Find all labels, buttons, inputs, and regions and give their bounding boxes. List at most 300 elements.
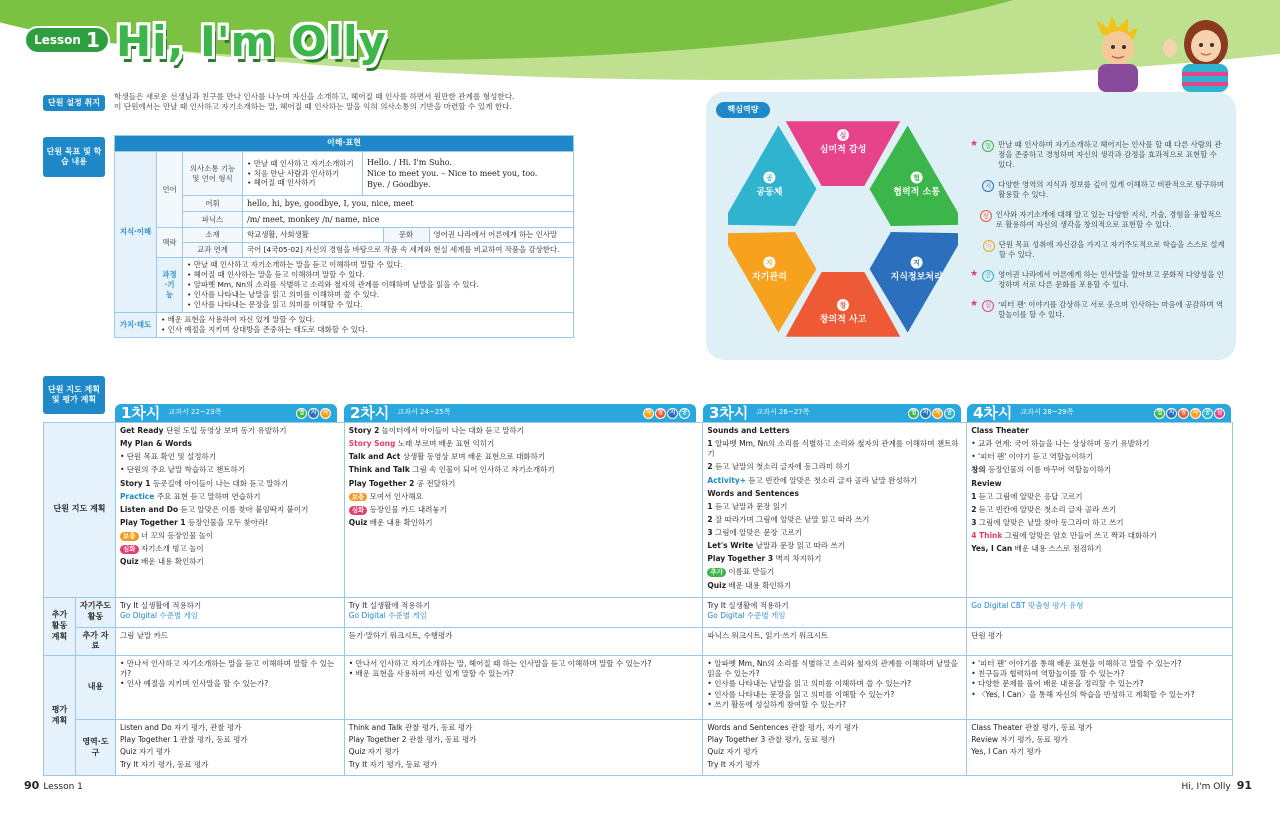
- session-2-material: 듣기·말하기 워크시트, 수행평가: [344, 627, 703, 656]
- session-pages: 교과서 22~23쪽: [168, 408, 222, 417]
- guide-value: 공 전달하기: [414, 478, 456, 488]
- guide-key: Listen and Do: [119, 504, 179, 514]
- session-3-material: 파닉스 워크시트, 읽기·쓰기 워크시트: [703, 627, 967, 656]
- guide-line: [707, 567, 962, 577]
- eval-tool-item: Play Together 3 관찰 평가, 동료 평가: [707, 735, 836, 745]
- plan-tag: 단원 지도 계획 및 평가 계획: [43, 376, 105, 414]
- competency-label: 지식정보처리: [890, 272, 943, 283]
- guide-line: [707, 541, 962, 551]
- star-icon: [970, 210, 976, 230]
- competency-symbol: 공: [766, 174, 773, 182]
- guide-line: [971, 505, 1228, 515]
- guide-line: [971, 465, 1228, 475]
- session-2-guide: [344, 423, 703, 598]
- guide-value: 등장인물을 모두 찾아라!: [185, 517, 269, 527]
- star-icon: [970, 240, 979, 260]
- self-activity-digital: Go Digital 수준별 게임: [119, 610, 199, 620]
- guide-line: [349, 479, 699, 489]
- competency-symbol: 자: [766, 259, 773, 267]
- guide-key: Let's Write: [707, 541, 754, 551]
- phonics-label: 파닉스: [183, 212, 243, 228]
- guide-value: 등장인물의 이름 바꾸어 역할놀이하기: [985, 465, 1112, 475]
- competency-item: [970, 240, 1226, 260]
- function-examples: [363, 152, 574, 196]
- competency-text: 만날 때 인사하며 자기소개하고 헤어지는 인사를 할 때 다른 사람의 관점을 존중하고 경청하며 자신의 생각과 감정을 효과적으로 표현할 수 있다.: [998, 140, 1222, 169]
- eval-tool-item: Class Theater 관찰 평가, 동료 평가: [971, 723, 1093, 733]
- competency-text: '피터 팬' 이야기를 감상하고 서로 웃으며 인사하는 마음에 공감하며 역할놀이를 할 수 있다.: [998, 299, 1224, 319]
- eval-content-item: • 〈Yes, I Can〉을 통해 자신의 학습을 반성하고 계획할 수 있는가?: [971, 690, 1228, 700]
- guide-value: 등장인물 카드 내려놓기: [367, 504, 447, 514]
- session-4-material: 단원 평가: [967, 627, 1233, 656]
- session-2-eval-tools: [344, 720, 703, 776]
- competency-symbol: 심: [839, 131, 847, 140]
- guide-line: [707, 476, 962, 486]
- eval-content-item: • 인사를 나타내는 문장을 읽고 의미를 이해할 수 있는가?: [707, 690, 962, 700]
- eval-tool-item: Think and Talk 관찰 평가, 동료 평가: [348, 723, 473, 733]
- row-extra-label: 추가 활동 계획: [44, 597, 76, 656]
- value-items: [157, 313, 574, 338]
- competency-mark: 자: [1190, 408, 1201, 419]
- guide-line: [120, 531, 340, 541]
- guide-line: [349, 492, 699, 502]
- eval-content-item: • 배운 표현을 사용하여 자신 있게 말할 수 있는가?: [349, 669, 699, 679]
- page-number-right: 91: [1236, 779, 1252, 792]
- competency-text: 단원 목표 성취에 자신감을 가지고 자기주도적으로 학습을 스스로 설계할 수 있다.: [998, 239, 1225, 259]
- session-1-eval-tools: [115, 720, 344, 776]
- session-2-eval-content: [344, 656, 703, 720]
- guide-key: 보충: [349, 493, 368, 502]
- value-item: • 인사 예절을 지키며 상대방을 존중하는 태도로 대화할 수 있다.: [161, 325, 569, 335]
- self-activity: Go Digital CBT 맞춤형 평가 유형: [971, 600, 1084, 610]
- session-header: [703, 404, 961, 422]
- value-label: 가치·태도: [115, 313, 157, 338]
- material-label: 소재: [183, 228, 243, 243]
- session-title: 3차시: [709, 403, 749, 422]
- competency-item: [970, 300, 1226, 320]
- guide-key: 심화: [349, 506, 368, 515]
- material-cell: [243, 228, 574, 243]
- guide-line: [707, 426, 962, 436]
- self-activity-digital: Go Digital 수준별 게임: [348, 610, 427, 620]
- star-icon: ★: [970, 139, 979, 149]
- session-1-material: 그림 낱말 카드: [115, 627, 344, 656]
- competency-mark: 창: [655, 408, 666, 419]
- guide-key: 2: [971, 504, 977, 514]
- guide-key: 4 Think: [971, 531, 1003, 540]
- session-title: 4차시: [973, 403, 1013, 422]
- guide-key: •: [971, 452, 976, 462]
- guide-key: Get Ready: [119, 426, 164, 435]
- competency-mark: 공: [1202, 408, 1213, 419]
- guide-value: '피터 팬' 이야기 듣고 역할놀이하기: [975, 452, 1094, 462]
- guide-key: 3: [971, 517, 977, 527]
- guide-value: 듣고 빈칸에 알맞은 첫소리 글자 골라 낱말 완성하기: [746, 475, 918, 485]
- competency-list: [970, 140, 1226, 330]
- guide-line: [349, 439, 699, 449]
- guide-value: 듣고 낱말의 첫소리 글자에 동그라미 하기: [712, 462, 851, 472]
- competency-text: 다양한 영역의 지식과 정보를 깊이 있게 이해하고 비판적으로 탐구하며 활용할 수 있다.: [998, 179, 1225, 199]
- eval-content-item: • 만나서 인사하고 자기소개하는 말, 헤어질 때 하는 인사말을 듣고 이해하며 말할 수 있는가?: [349, 659, 699, 669]
- intro-line-2: 이 단원에서는 만날 때 인사하고 자기소개하는 말, 헤어질 때 인사하는 말을 익혀 의사소통의 기반을 마련할 수 있게 한다.: [114, 102, 512, 112]
- session-4-guide: [967, 423, 1233, 598]
- competency-symbol: 협: [913, 174, 920, 182]
- eval-tool-item: Listen and Do 자기 평가, 관찰 평가: [119, 723, 242, 733]
- guide-line: [707, 462, 962, 472]
- goals-header: 이해·표현: [115, 136, 574, 152]
- guide-key: •: [119, 465, 125, 475]
- competency-label: 자기관리: [751, 272, 787, 283]
- guide-value: 듣고 알맞은 이름 찾아 붙임딱지 붙이기: [178, 504, 309, 514]
- guide-line: [707, 489, 962, 499]
- guide-line: [349, 452, 699, 462]
- guide-line: [120, 465, 340, 475]
- guide-line: [971, 452, 1228, 462]
- guide-value: 단원 도입 동영상 보며 동기 유발하기: [163, 426, 287, 435]
- example-line: Nice to meet you. – Nice to meet you, too.: [367, 168, 538, 178]
- guide-key: •: [119, 452, 125, 462]
- guide-key: 추가: [707, 568, 726, 577]
- knowledge-label: 지식·이해: [115, 152, 157, 313]
- guide-key: 보충: [120, 532, 139, 541]
- competency-label: 심미적 감성: [819, 145, 867, 155]
- guide-key: Activity+: [707, 475, 747, 485]
- function-item: • 만날 때 인사하고 자기소개하기: [247, 159, 358, 169]
- session-4-self: [967, 597, 1233, 627]
- guide-line: [120, 439, 340, 449]
- guide-line: [120, 505, 340, 515]
- row-material-label: 추가 자료: [75, 627, 115, 656]
- guide-line: [971, 426, 1228, 436]
- plan-table: [43, 422, 1233, 776]
- lesson-number: 1: [85, 27, 100, 52]
- guide-value: 단원의 주요 낱말 학습하고 챈트하기: [124, 465, 245, 475]
- guide-key: Story Song: [348, 439, 396, 449]
- guide-value: 너 꼬의 등장인물 놀이: [138, 531, 214, 540]
- eval-tool-item: Quiz 자기 평가: [119, 747, 171, 757]
- row-content-label: 내용: [75, 656, 115, 720]
- guide-value: 상생활 동영상 보며 배운 표현으로 대화하기: [400, 452, 546, 462]
- link-value: 국어 [4국05-02] 자신의 경험을 바탕으로 작품 속 세계와 현실 세계를 비교하여 작품을 감상한다.: [243, 243, 574, 258]
- guide-value: 그림에 알맞은 낱말 찾아 동그라미 하고 쓰기: [976, 517, 1124, 527]
- guide-line: [971, 439, 1228, 449]
- process-items: [183, 258, 574, 313]
- guide-line: [120, 492, 340, 502]
- competency-symbol: 심: [982, 300, 994, 312]
- example-line: Bye. / Goodbye.: [367, 180, 431, 190]
- culture-label: 문화: [383, 228, 429, 242]
- guide-value: 배운 내용 스스로 점검하기: [1012, 544, 1102, 554]
- eval-tool-item: Play Together 2 관찰 평가, 동료 평가: [348, 735, 477, 745]
- guide-key: Quiz: [119, 557, 139, 567]
- session-3-eval-content: [703, 656, 967, 720]
- star-icon: ★: [970, 268, 979, 279]
- guide-value: 단원 목표 확인 및 설정하기: [124, 452, 216, 462]
- competency-tag: 핵심역량: [716, 102, 770, 118]
- process-item: • 인사를 나타내는 낱말을 읽고 의미를 이해하며 쓸 수 있다.: [187, 290, 569, 300]
- competency-label: 창의적 사고: [819, 315, 867, 325]
- guide-value: 낱말과 문장 읽고 따라 쓰기: [753, 541, 845, 551]
- guide-key: 2: [707, 462, 713, 472]
- guide-value: 등굣길에 아이들이 나는 대화 듣고 말하기: [150, 478, 288, 488]
- guide-value: 교과 연계: 국어 하늘을 나는 상상하며 동기 유발하기: [975, 439, 1150, 449]
- eval-content-list: [120, 659, 340, 689]
- competency-item: [970, 270, 1226, 290]
- eval-tool-item: Try It 자기 평가: [707, 759, 760, 769]
- competency-mark: 창: [1178, 408, 1189, 419]
- guide-line: [707, 515, 962, 525]
- session-3-eval-tools: [703, 720, 967, 776]
- guide-value: 배운 내용 확인하기: [367, 517, 433, 527]
- guide-line: [120, 518, 340, 528]
- competency-item: [970, 210, 1226, 230]
- competency-mark: 협: [908, 408, 919, 419]
- guide-line: [707, 581, 962, 591]
- process-item: • 인사를 나타내는 문장을 읽고 의미를 이해할 수 있다.: [187, 300, 569, 310]
- competency-symbol: 지: [913, 259, 920, 267]
- footer-lesson: Lesson 1: [43, 782, 83, 792]
- eval-content-item: • 인사를 나타내는 낱말을 읽고 의미를 이해하며 쓸 수 있는가?: [707, 679, 962, 689]
- guide-key: Sounds and Letters: [707, 426, 790, 435]
- eval-tool-item: Yes, I Can 자기 평가: [971, 747, 1041, 757]
- guide-line: [120, 557, 340, 567]
- session-2-self: [344, 597, 703, 627]
- session-1-self: [115, 597, 344, 627]
- eval-content-item: • 친구들과 협력하여 역할놀이를 할 수 있는가?: [971, 669, 1228, 679]
- guide-value: 배운 내용 확인하기: [138, 557, 204, 567]
- competency-symbol: 창: [839, 301, 847, 310]
- guide-key: Practice: [119, 491, 155, 501]
- boy-illustration: [1082, 14, 1152, 92]
- guide-line: [971, 518, 1228, 528]
- value-item: • 배운 표현을 사용하여 자신 있게 말할 수 있다.: [161, 315, 569, 325]
- example-line: Hello. / Hi. I'm Suho.: [367, 157, 452, 167]
- eval-tool-item: Words and Sentences 관찰 평가, 자기 평가: [707, 723, 859, 733]
- session-4-eval-content: [967, 656, 1233, 720]
- eval-content-list: [707, 659, 962, 710]
- guide-key: 1: [707, 501, 713, 511]
- competency-symbol: 자: [983, 240, 995, 252]
- row-guide-label: 단원 지도 계획: [44, 423, 116, 598]
- competency-mark: 공: [679, 408, 690, 419]
- guide-line: [971, 544, 1228, 554]
- row-eval-label: 평가 계획: [44, 656, 76, 776]
- self-activity: Try It 실생활에 적용하기: [348, 600, 430, 610]
- competency-symbol: 협: [982, 140, 994, 152]
- function-label: 의사소통 기능 및 언어 형식: [183, 152, 243, 196]
- guide-key: My Plan & Words: [119, 439, 192, 449]
- session-title: 1차시: [121, 403, 161, 422]
- guide-value: 듣고 낱말과 문장 읽기: [712, 501, 788, 511]
- self-activity: Try It 실생활에 적용하기: [119, 600, 202, 610]
- guide-line: [349, 465, 699, 475]
- guide-value: 그림에 알맞은 암호 만들어 쓰고 짝과 대화하기: [1002, 531, 1157, 540]
- guide-line: [707, 528, 962, 538]
- guide-key: Think and Talk: [348, 465, 410, 475]
- guide-line: [971, 492, 1228, 502]
- process-item: • 알파벳 Mm, Nn의 소리를 식별하고 소리와 철자의 관계를 이해하며 낱말을 읽을 수 있다.: [187, 280, 569, 290]
- eval-content-item: • 인사 예절을 지키며 인사말을 할 수 있는가?: [120, 679, 340, 689]
- competency-mark: 자: [932, 408, 943, 419]
- competency-mark: 협: [296, 408, 307, 419]
- function-items: [243, 152, 363, 196]
- guide-line: [120, 452, 340, 462]
- guide-value: 자기소개 빙고 놀이: [138, 544, 204, 554]
- guide-key: Talk and Act: [348, 452, 401, 462]
- star-icon: [970, 180, 978, 200]
- competency-label: 공동체: [756, 187, 783, 198]
- guide-value: 노래 부르며 배운 표현 익히기: [395, 439, 495, 449]
- guide-key: Class Theater: [971, 426, 1029, 435]
- session-pages: 교과서 24~25쪽: [397, 408, 451, 417]
- competency-mark: 심: [1214, 408, 1225, 419]
- eval-content-item: • '피터 팬' 이야기를 통해 배운 표현을 이해하고 말할 수 있는가?: [971, 659, 1228, 669]
- competency-item: [970, 180, 1226, 200]
- footer-right: [1182, 779, 1256, 794]
- vocab-value: hello, hi, bye, goodbye, I, you, nice, meet: [243, 196, 574, 212]
- guide-key: 1: [971, 491, 977, 501]
- competency-mark: 공: [944, 408, 955, 419]
- process-label: 과정·기능: [157, 258, 183, 313]
- eval-tool-item: Try It 자기 평가, 동료 평가: [348, 759, 438, 769]
- guide-key: 1: [707, 439, 713, 449]
- guide-line: [349, 505, 699, 515]
- guide-value: 잘 따라가며 그림에 알맞은 낱말 읽고 따라 쓰기: [712, 514, 870, 524]
- lesson-word: Lesson: [34, 32, 81, 47]
- guide-line: [707, 554, 962, 564]
- self-activity-digital: Go Digital 수준별 게임: [707, 610, 786, 620]
- guide-key: Words and Sentences: [707, 488, 799, 498]
- eval-content-list: [971, 659, 1228, 700]
- culture-value: 영어권 나라에서 어른에게 하는 인사말: [433, 230, 558, 240]
- guide-line: [349, 518, 699, 528]
- eval-content-list: [349, 659, 699, 679]
- guide-key: Story 1: [119, 478, 151, 488]
- session-1-eval-content: [115, 656, 344, 720]
- competency-mark: 자: [320, 408, 331, 419]
- guide-key: •: [971, 439, 976, 449]
- guide-key: 창의: [971, 465, 986, 475]
- guide-key: Play Together 2: [348, 478, 415, 488]
- footer-left: [24, 779, 83, 794]
- guide-key: 2: [707, 514, 713, 524]
- competency-text: 영어권 나라에서 어른에게 하는 인사말을 알아보고 문화적 다양성을 인정하며 서로 다른 문화를 포용할 수 있다.: [998, 269, 1224, 289]
- guide-value: 배운 내용 확인하기: [726, 580, 792, 590]
- guide-value: 그림에 알맞은 문장 고르기: [712, 528, 802, 537]
- process-item: • 만날 때 인사하고 자기소개하는 말을 듣고 이해하며 말할 수 있다.: [187, 260, 569, 270]
- competency-mark: 지: [1166, 408, 1177, 419]
- guide-line: [707, 502, 962, 512]
- eval-content-item: • 쓰기 활동에 성실하게 참여할 수 있는가?: [707, 700, 962, 710]
- competency-label: 협력적 소통: [893, 187, 940, 198]
- guide-key: Play Together 3: [707, 554, 774, 564]
- guide-key: Quiz: [348, 517, 368, 527]
- session-3-self: [703, 597, 967, 627]
- intro-line-1: 학생들은 새로운 선생님과 친구를 만나 인사를 나누며 자신을 소개하고, 헤어질 때 인사를 하면서 원만한 관계를 형성한다.: [114, 92, 515, 101]
- language-label: 언어: [157, 152, 183, 228]
- process-item: • 헤어질 때 인사하는 말을 듣고 이해하며 말할 수 있다.: [187, 270, 569, 280]
- guide-line: [120, 544, 340, 554]
- guide-line: [120, 479, 340, 489]
- eval-tool-item: Quiz 자기 평가: [707, 747, 758, 757]
- competency-mark: 지: [667, 408, 678, 419]
- self-activity: Try It 실생활에 적용하기: [707, 600, 789, 610]
- guide-key: 심화: [120, 545, 139, 554]
- guide-line: [120, 426, 340, 436]
- session-header: [967, 404, 1231, 422]
- guide-value: 벽지 차지하기: [773, 554, 822, 564]
- material-value: 학교생활, 사회생활: [243, 228, 383, 242]
- page-number-left: 90: [24, 779, 40, 792]
- session-header: [115, 404, 337, 422]
- function-item: • 처음 만난 사람과 인사하기: [247, 169, 358, 179]
- guide-value: 그림 속 인물이 되어 인사하고 자기소개하기: [409, 465, 555, 475]
- guide-value: 주요 표현 듣고 말하며 연습하기: [154, 491, 261, 501]
- link-label: 교과 연계: [183, 243, 243, 258]
- guide-line: [971, 479, 1228, 489]
- intro-tag: 단원 설정 취지: [43, 95, 105, 111]
- session-1-guide: [115, 423, 344, 598]
- eval-tool-item: Play Together 1 관찰 평가, 동료 평가: [119, 735, 248, 745]
- context-label: 맥락: [157, 228, 183, 258]
- guide-value: 이름표 만들기: [725, 567, 775, 577]
- guide-key: Yes, I Can: [971, 544, 1013, 554]
- competency-symbol: 공: [982, 270, 994, 282]
- phonics-value: /m/ meet, monkey /n/ name, nice: [243, 212, 574, 228]
- guide-value: 듣고 빈칸에 알맞은 첫소리 글자 골라 쓰기: [976, 504, 1117, 514]
- star-icon: ★: [970, 298, 979, 309]
- lesson-badge: [24, 26, 110, 54]
- competency-mark: 자: [643, 408, 654, 419]
- eval-tool-item: Quiz 자기 평가: [348, 747, 400, 757]
- row-self-label: 자기주도 활동: [75, 597, 115, 627]
- row-tools-label: 영역·도구: [75, 720, 115, 776]
- competency-text: 인사와 자기소개에 대해 알고 있는 다양한 지식, 기술, 경험을 융합적으로 활용하여 자신의 생각을 창의적으로 표현할 수 있다.: [995, 209, 1222, 229]
- session-4-eval-tools: [967, 720, 1233, 776]
- guide-value: 놀이터에서 아이들이 나는 대화 듣고 말하기: [379, 426, 525, 435]
- competency-item: [970, 140, 1226, 170]
- goals-tag: 단원 목표 및 학습 내용: [43, 137, 105, 177]
- session-3-guide: [703, 423, 967, 598]
- footer-title: Hi, I'm Olly: [1181, 782, 1231, 792]
- guide-line: [707, 439, 962, 459]
- session-pages: 교과서 26~27쪽: [756, 408, 810, 417]
- eval-content-item: • 알파벳 Mm, Nn의 소리를 식별하고 소리와 철자의 관계를 이해하며 낱말을 읽을 수 있는가?: [707, 659, 962, 679]
- session-header: [344, 404, 696, 422]
- guide-key: 3: [707, 528, 713, 537]
- goals-table: [114, 135, 574, 338]
- competency-mark: 지: [308, 408, 319, 419]
- guide-value: 알파벳 Mm, Nn의 소리를 식별하고 소리와 철자의 관계를 이해하며 챈트하기: [707, 439, 959, 459]
- competency-symbol: 지: [982, 180, 994, 192]
- guide-line: [349, 426, 699, 436]
- session-title: 2차시: [350, 403, 390, 422]
- guide-key: Quiz: [707, 580, 727, 590]
- page-title: Hi, I'm Olly: [116, 17, 387, 66]
- eval-tool-item: Review 자기 평가, 동료 평가: [971, 735, 1068, 745]
- intro-text: [114, 92, 704, 113]
- guide-key: Play Together 1: [119, 517, 186, 527]
- competency-hexagon: [728, 100, 958, 358]
- girl-illustration: [1160, 14, 1240, 92]
- guide-key: Review: [971, 478, 1002, 488]
- competency-symbol: 창: [980, 210, 992, 222]
- eval-content-item: • 만나서 인사하고 자기소개하는 말을 듣고 이해하며 말할 수 있는가?: [120, 659, 340, 679]
- competency-mark: 협: [1154, 408, 1165, 419]
- guide-value: 듣고 그림에 알맞은 응답 고르기: [976, 491, 1083, 501]
- eval-content-item: • 다양한 문제를 풀어 배운 내용을 정리할 수 있는가?: [971, 679, 1228, 689]
- session-pages: 교과서 28~29쪽: [1020, 408, 1074, 417]
- guide-key: Story 2: [348, 426, 380, 435]
